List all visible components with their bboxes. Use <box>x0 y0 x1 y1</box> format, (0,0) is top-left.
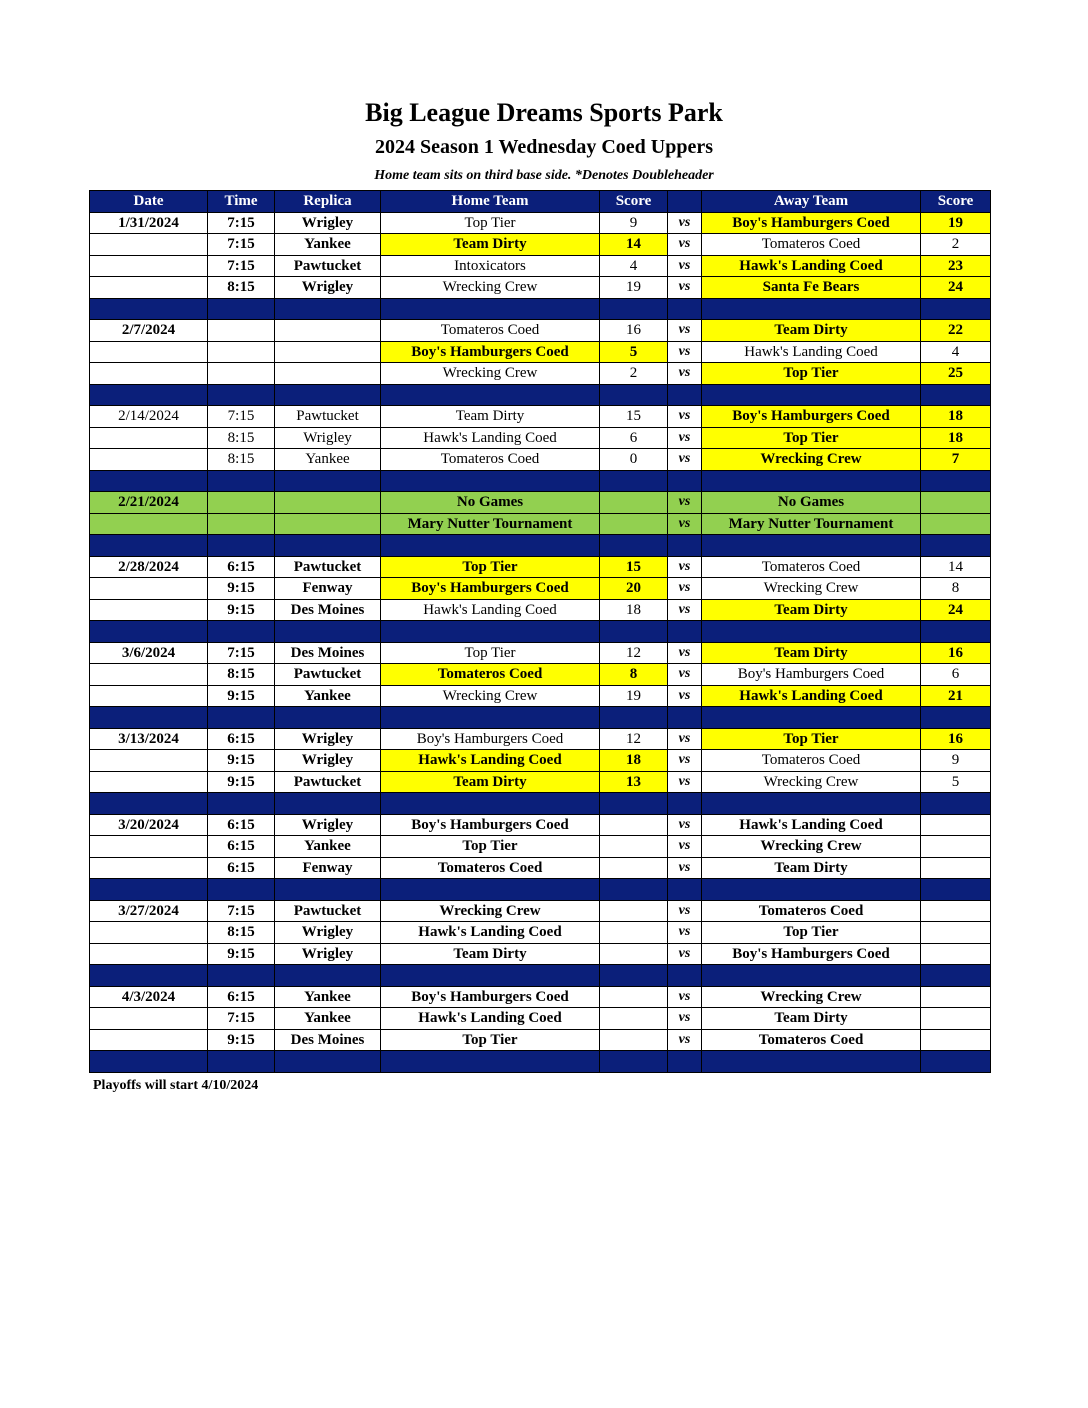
replica-cell: Yankee <box>275 836 381 858</box>
date-cell: 1/31/2024 <box>90 212 208 234</box>
home-team-cell: Wrecking Crew <box>381 900 600 922</box>
home-score-cell: 20 <box>600 578 668 600</box>
away-score-cell: 18 <box>921 406 991 428</box>
replica-cell <box>275 320 381 342</box>
game-row <box>90 1029 991 1051</box>
home-team-cell: Hawk's Landing Coed <box>381 1008 600 1030</box>
away-team-cell: Santa Fe Bears <box>702 277 921 299</box>
game-row <box>90 255 991 277</box>
game-row <box>90 814 991 836</box>
home-score-cell: 9 <box>600 212 668 234</box>
vs-cell: vs <box>668 922 702 944</box>
away-team-cell: Wrecking Crew <box>702 449 921 471</box>
time-cell: 8:15 <box>208 277 275 299</box>
home-score-cell: 4 <box>600 255 668 277</box>
time-cell <box>208 513 275 535</box>
game-row <box>90 900 991 922</box>
away-score-cell <box>921 943 991 965</box>
home-score-cell: 19 <box>600 277 668 299</box>
replica-cell: Wrigley <box>275 277 381 299</box>
vs-cell: vs <box>668 1029 702 1051</box>
away-team-cell: Hawk's Landing Coed <box>702 685 921 707</box>
schedule-note: Home team sits on third base side. *Denotes Doubleheader <box>374 168 714 183</box>
replica-cell: Wrigley <box>275 750 381 772</box>
replica-cell: Wrigley <box>275 943 381 965</box>
away-team-cell: Tomateros Coed <box>702 900 921 922</box>
home-score-cell <box>600 900 668 922</box>
game-row <box>90 771 991 793</box>
away-score-cell: 16 <box>921 642 991 664</box>
away-team-cell: Team Dirty <box>702 599 921 621</box>
week-separator <box>90 535 991 557</box>
home-team-cell: Tomateros Coed <box>381 664 600 686</box>
vs-cell: vs <box>668 814 702 836</box>
replica-cell: Yankee <box>275 685 381 707</box>
game-row <box>90 406 991 428</box>
away-score-cell: 19 <box>921 212 991 234</box>
away-team-cell: Top Tier <box>702 427 921 449</box>
replica-cell: Wrigley <box>275 728 381 750</box>
game-row <box>90 986 991 1008</box>
away-score-cell <box>921 1008 991 1030</box>
time-cell <box>208 363 275 385</box>
home-score-cell: 18 <box>600 750 668 772</box>
home-team-cell: Mary Nutter Tournament <box>381 513 600 535</box>
home-team-cell: Boy's Hamburgers Coed <box>381 578 600 600</box>
away-score-cell: 25 <box>921 363 991 385</box>
vs-cell: vs <box>668 750 702 772</box>
week-separator <box>90 298 991 320</box>
date-cell: 2/21/2024 <box>90 492 208 514</box>
home-team-cell: Wrecking Crew <box>381 685 600 707</box>
away-score-cell <box>921 900 991 922</box>
away-score-cell: 7 <box>921 449 991 471</box>
replica-cell: Des Moines <box>275 599 381 621</box>
away-team-cell: Hawk's Landing Coed <box>702 255 921 277</box>
away-team-cell: Team Dirty <box>702 320 921 342</box>
time-cell: 8:15 <box>208 922 275 944</box>
replica-cell <box>275 513 381 535</box>
away-team-cell: Tomateros Coed <box>702 234 921 256</box>
vs-cell: vs <box>668 664 702 686</box>
week-separator <box>90 621 991 643</box>
home-score-cell <box>600 943 668 965</box>
col-header-replica: Replica <box>275 191 381 213</box>
date-cell <box>90 685 208 707</box>
time-cell: 6:15 <box>208 986 275 1008</box>
away-team-cell: Boy's Hamburgers Coed <box>702 943 921 965</box>
home-team-cell: Hawk's Landing Coed <box>381 750 600 772</box>
vs-cell: vs <box>668 427 702 449</box>
week-separator <box>90 707 991 729</box>
week-separator <box>90 793 991 815</box>
home-score-cell <box>600 857 668 879</box>
game-row <box>90 728 991 750</box>
page-subtitle: 2024 Season 1 Wednesday Coed Uppers <box>374 136 714 158</box>
date-cell <box>90 449 208 471</box>
week-separator <box>90 965 991 987</box>
away-team-cell: Top Tier <box>702 363 921 385</box>
home-team-cell: Boy's Hamburgers Coed <box>381 728 600 750</box>
vs-cell: vs <box>668 556 702 578</box>
away-team-cell: Wrecking Crew <box>702 986 921 1008</box>
vs-cell: vs <box>668 685 702 707</box>
game-row <box>90 750 991 772</box>
home-score-cell <box>600 1029 668 1051</box>
away-team-cell: Tomateros Coed <box>702 750 921 772</box>
schedule-table <box>89 190 991 1073</box>
game-row <box>90 320 991 342</box>
replica-cell: Yankee <box>275 234 381 256</box>
game-row <box>90 427 991 449</box>
time-cell: 7:15 <box>208 642 275 664</box>
home-team-cell: Top Tier <box>381 642 600 664</box>
time-cell: 6:15 <box>208 857 275 879</box>
away-score-cell: 4 <box>921 341 991 363</box>
time-cell: 9:15 <box>208 1029 275 1051</box>
vs-cell: vs <box>668 363 702 385</box>
date-cell <box>90 857 208 879</box>
game-row <box>90 922 991 944</box>
col-header-date: Date <box>90 191 208 213</box>
replica-cell: Yankee <box>275 1008 381 1030</box>
home-score-cell: 8 <box>600 664 668 686</box>
away-score-cell: 23 <box>921 255 991 277</box>
date-cell <box>90 277 208 299</box>
time-cell: 7:15 <box>208 234 275 256</box>
away-score-cell: 6 <box>921 664 991 686</box>
away-team-cell: Hawk's Landing Coed <box>702 814 921 836</box>
col-header-away-score: Score <box>921 191 991 213</box>
home-score-cell <box>600 986 668 1008</box>
time-cell: 6:15 <box>208 836 275 858</box>
game-row <box>90 341 991 363</box>
time-cell: 8:15 <box>208 664 275 686</box>
date-cell <box>90 836 208 858</box>
game-row <box>90 664 991 686</box>
time-cell: 7:15 <box>208 255 275 277</box>
away-score-cell <box>921 986 991 1008</box>
replica-cell <box>275 341 381 363</box>
home-team-cell: Wrecking Crew <box>381 363 600 385</box>
replica-cell: Pawtucket <box>275 771 381 793</box>
week-separator <box>90 470 991 492</box>
vs-cell: vs <box>668 277 702 299</box>
replica-cell: Wrigley <box>275 212 381 234</box>
time-cell: 7:15 <box>208 1008 275 1030</box>
time-cell: 9:15 <box>208 771 275 793</box>
game-row <box>90 836 991 858</box>
date-cell <box>90 664 208 686</box>
vs-cell: vs <box>668 857 702 879</box>
home-score-cell <box>600 922 668 944</box>
home-team-cell: Team Dirty <box>381 771 600 793</box>
away-team-cell: Boy's Hamburgers Coed <box>702 664 921 686</box>
away-team-cell: Top Tier <box>702 922 921 944</box>
away-score-cell: 16 <box>921 728 991 750</box>
time-cell: 8:15 <box>208 427 275 449</box>
home-score-cell <box>600 814 668 836</box>
home-team-cell: Tomateros Coed <box>381 320 600 342</box>
vs-cell: vs <box>668 771 702 793</box>
replica-cell: Pawtucket <box>275 406 381 428</box>
game-row <box>90 363 991 385</box>
col-header-away-team: Away Team <box>702 191 921 213</box>
date-cell: 2/28/2024 <box>90 556 208 578</box>
away-team-cell: Boy's Hamburgers Coed <box>702 406 921 428</box>
time-cell: 7:15 <box>208 900 275 922</box>
home-team-cell: No Games <box>381 492 600 514</box>
replica-cell: Fenway <box>275 857 381 879</box>
home-team-cell: Team Dirty <box>381 943 600 965</box>
game-row <box>90 599 991 621</box>
week-separator <box>90 879 991 901</box>
home-team-cell: Boy's Hamburgers Coed <box>381 341 600 363</box>
header-row <box>90 191 991 213</box>
date-cell: 3/6/2024 <box>90 642 208 664</box>
time-cell: 7:15 <box>208 212 275 234</box>
replica-cell: Yankee <box>275 986 381 1008</box>
replica-cell: Wrigley <box>275 922 381 944</box>
game-row <box>90 943 991 965</box>
vs-cell: vs <box>668 900 702 922</box>
time-cell <box>208 492 275 514</box>
away-score-cell: 14 <box>921 556 991 578</box>
vs-cell: vs <box>668 449 702 471</box>
replica-cell: Yankee <box>275 449 381 471</box>
replica-cell <box>275 363 381 385</box>
home-score-cell: 12 <box>600 642 668 664</box>
vs-cell: vs <box>668 234 702 256</box>
date-cell: 2/7/2024 <box>90 320 208 342</box>
away-score-cell: 22 <box>921 320 991 342</box>
home-team-cell: Wrecking Crew <box>381 277 600 299</box>
home-score-cell: 0 <box>600 449 668 471</box>
home-score-cell: 2 <box>600 363 668 385</box>
date-cell <box>90 599 208 621</box>
home-score-cell: 15 <box>600 406 668 428</box>
home-team-cell: Top Tier <box>381 556 600 578</box>
replica-cell: Des Moines <box>275 1029 381 1051</box>
date-cell: 3/27/2024 <box>90 900 208 922</box>
away-score-cell: 18 <box>921 427 991 449</box>
away-score-cell <box>921 922 991 944</box>
week-separator <box>90 1051 991 1073</box>
date-cell: 2/14/2024 <box>90 406 208 428</box>
game-row <box>90 578 991 600</box>
time-cell: 9:15 <box>208 685 275 707</box>
away-score-cell <box>921 814 991 836</box>
home-team-cell: Tomateros Coed <box>381 449 600 471</box>
col-header-vs <box>668 191 702 213</box>
away-team-cell: Team Dirty <box>702 857 921 879</box>
col-header-home-score: Score <box>600 191 668 213</box>
away-score-cell: 24 <box>921 277 991 299</box>
date-cell <box>90 363 208 385</box>
away-score-cell: 8 <box>921 578 991 600</box>
game-row <box>90 1008 991 1030</box>
game-row <box>90 492 991 514</box>
away-team-cell: Team Dirty <box>702 1008 921 1030</box>
home-score-cell: 15 <box>600 556 668 578</box>
vs-cell: vs <box>668 406 702 428</box>
home-team-cell: Intoxicators <box>381 255 600 277</box>
game-row <box>90 857 991 879</box>
vs-cell: vs <box>668 492 702 514</box>
home-score-cell <box>600 836 668 858</box>
home-score-cell <box>600 1008 668 1030</box>
away-score-cell <box>921 492 991 514</box>
away-team-cell: Boy's Hamburgers Coed <box>702 212 921 234</box>
home-team-cell: Hawk's Landing Coed <box>381 427 600 449</box>
home-team-cell: Top Tier <box>381 212 600 234</box>
home-team-cell: Hawk's Landing Coed <box>381 922 600 944</box>
time-cell <box>208 320 275 342</box>
away-team-cell: Tomateros Coed <box>702 556 921 578</box>
vs-cell: vs <box>668 943 702 965</box>
date-cell <box>90 771 208 793</box>
date-cell <box>90 922 208 944</box>
game-row <box>90 642 991 664</box>
time-cell: 9:15 <box>208 599 275 621</box>
away-team-cell: Hawk's Landing Coed <box>702 341 921 363</box>
replica-cell: Des Moines <box>275 642 381 664</box>
away-team-cell: Team Dirty <box>702 642 921 664</box>
home-score-cell: 14 <box>600 234 668 256</box>
replica-cell: Pawtucket <box>275 556 381 578</box>
away-team-cell: Wrecking Crew <box>702 771 921 793</box>
replica-cell: Wrigley <box>275 427 381 449</box>
vs-cell: vs <box>668 212 702 234</box>
home-team-cell: Top Tier <box>381 1029 600 1051</box>
home-score-cell: 6 <box>600 427 668 449</box>
home-team-cell: Boy's Hamburgers Coed <box>381 814 600 836</box>
away-score-cell: 5 <box>921 771 991 793</box>
col-header-time: Time <box>208 191 275 213</box>
game-row <box>90 449 991 471</box>
date-cell <box>90 578 208 600</box>
date-cell <box>90 427 208 449</box>
date-cell <box>90 750 208 772</box>
replica-cell: Wrigley <box>275 814 381 836</box>
home-score-cell <box>600 492 668 514</box>
time-cell: 6:15 <box>208 556 275 578</box>
away-score-cell: 24 <box>921 599 991 621</box>
home-score-cell: 5 <box>600 341 668 363</box>
date-cell <box>90 943 208 965</box>
away-team-cell: Mary Nutter Tournament <box>702 513 921 535</box>
away-score-cell <box>921 1029 991 1051</box>
home-team-cell: Tomateros Coed <box>381 857 600 879</box>
replica-cell <box>275 492 381 514</box>
time-cell: 9:15 <box>208 578 275 600</box>
time-cell <box>208 341 275 363</box>
vs-cell: vs <box>668 255 702 277</box>
away-team-cell: No Games <box>702 492 921 514</box>
replica-cell: Pawtucket <box>275 900 381 922</box>
game-row <box>90 212 991 234</box>
away-score-cell <box>921 836 991 858</box>
date-cell: 3/20/2024 <box>90 814 208 836</box>
playoffs-note: Playoffs will start 4/10/2024 <box>93 1078 259 1093</box>
vs-cell: vs <box>668 513 702 535</box>
game-row <box>90 277 991 299</box>
date-cell <box>90 255 208 277</box>
replica-cell: Pawtucket <box>275 255 381 277</box>
date-cell: 4/3/2024 <box>90 986 208 1008</box>
home-score-cell <box>600 513 668 535</box>
away-score-cell <box>921 857 991 879</box>
away-score-cell <box>921 513 991 535</box>
home-score-cell: 13 <box>600 771 668 793</box>
away-team-cell: Top Tier <box>702 728 921 750</box>
home-team-cell: Top Tier <box>381 836 600 858</box>
week-separator <box>90 384 991 406</box>
game-row <box>90 685 991 707</box>
home-team-cell: Team Dirty <box>381 234 600 256</box>
time-cell: 7:15 <box>208 406 275 428</box>
away-score-cell: 2 <box>921 234 991 256</box>
away-score-cell: 21 <box>921 685 991 707</box>
date-cell <box>90 513 208 535</box>
replica-cell: Fenway <box>275 578 381 600</box>
vs-cell: vs <box>668 1008 702 1030</box>
vs-cell: vs <box>668 728 702 750</box>
game-row <box>90 556 991 578</box>
home-team-cell: Boy's Hamburgers Coed <box>381 986 600 1008</box>
home-score-cell: 16 <box>600 320 668 342</box>
time-cell: 6:15 <box>208 814 275 836</box>
date-cell <box>90 1029 208 1051</box>
away-team-cell: Wrecking Crew <box>702 578 921 600</box>
home-score-cell: 18 <box>600 599 668 621</box>
vs-cell: vs <box>668 836 702 858</box>
date-cell <box>90 341 208 363</box>
away-team-cell: Tomateros Coed <box>702 1029 921 1051</box>
vs-cell: vs <box>668 578 702 600</box>
game-row <box>90 234 991 256</box>
time-cell: 8:15 <box>208 449 275 471</box>
away-team-cell: Wrecking Crew <box>702 836 921 858</box>
home-team-cell: Team Dirty <box>381 406 600 428</box>
date-cell <box>90 234 208 256</box>
home-team-cell: Hawk's Landing Coed <box>381 599 600 621</box>
replica-cell: Pawtucket <box>275 664 381 686</box>
date-cell: 3/13/2024 <box>90 728 208 750</box>
col-header-home-team: Home Team <box>381 191 600 213</box>
time-cell: 9:15 <box>208 943 275 965</box>
date-cell <box>90 1008 208 1030</box>
page-title: Big League Dreams Sports Park <box>365 98 723 127</box>
time-cell: 6:15 <box>208 728 275 750</box>
vs-cell: vs <box>668 642 702 664</box>
time-cell: 9:15 <box>208 750 275 772</box>
home-score-cell: 19 <box>600 685 668 707</box>
away-score-cell: 9 <box>921 750 991 772</box>
home-score-cell: 12 <box>600 728 668 750</box>
vs-cell: vs <box>668 599 702 621</box>
vs-cell: vs <box>668 320 702 342</box>
vs-cell: vs <box>668 986 702 1008</box>
vs-cell: vs <box>668 341 702 363</box>
game-row <box>90 513 991 535</box>
